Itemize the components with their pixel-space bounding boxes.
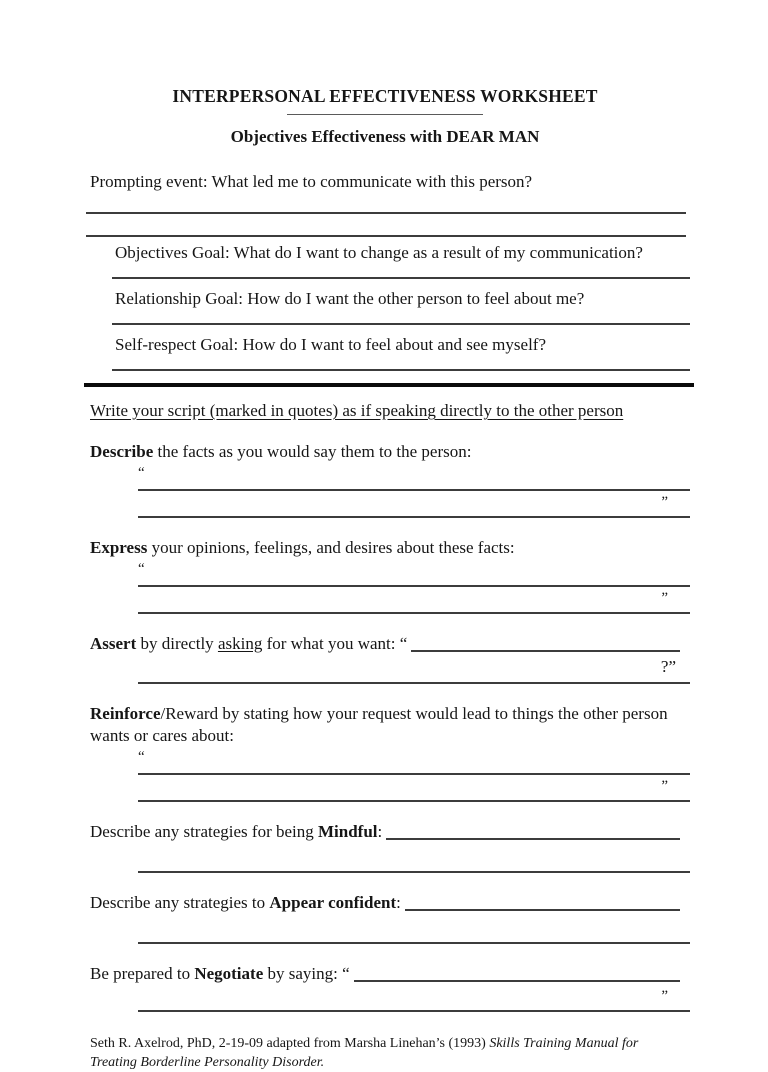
describe-write-line-2 [138, 516, 690, 518]
prompting-write-line-2 [86, 235, 686, 237]
objectives-goal-label: Objectives Goal: What do I want to change as a result of my communication? [115, 243, 643, 262]
describe-label: Describe the facts as you would say them to the person: [90, 442, 472, 461]
mindful-label: Describe any strategies for being Mindful: [90, 821, 680, 843]
book-title-italic: Skills Training Manual for Treating Borderline Personality Disorder. [90, 1036, 639, 1070]
attribution-footer: Seth R. Axelrod, PhD, 2-19-09 adapted from Marsha Linehan’s (1993) Skills Training Manual for Treating Borderline Personality Disorder. [90, 1036, 639, 1070]
page-subtitle: Objectives Effectiveness with DEAR MAN [230, 127, 540, 146]
reinforce-open-quote: “ [138, 749, 145, 765]
appear-confident-write-line-1 [405, 892, 680, 911]
mindful-write-line-2 [138, 871, 690, 873]
describe-open-quote: “ [138, 465, 145, 481]
assert-open-quote: “ [399, 634, 408, 653]
title-divider [287, 114, 483, 115]
express-write-line-2 [138, 612, 690, 614]
relationship-goal-label: Relationship Goal: How do I want the other person to feel about me? [115, 289, 585, 308]
mindful-write-line-1 [386, 821, 680, 840]
describe-close-quote: ” [661, 494, 668, 510]
self-respect-goal-label: Self-respect Goal: How do I want to feel about and see myself? [115, 335, 546, 354]
reinforce-write-line-2 [138, 800, 690, 802]
express-open-quote: “ [138, 561, 145, 577]
reinforce-keyword: Reinforce [90, 704, 161, 723]
describe-write-line-1 [138, 489, 690, 491]
negotiate-close-quote: ” [661, 988, 668, 1004]
prompting-event-label: Prompting event: What led me to communicate with this person? [90, 172, 533, 191]
assert-end-mark: ?” [660, 657, 676, 676]
reinforce-close-quote: ” [661, 778, 668, 794]
section-divider-rule [84, 383, 694, 387]
appear-confident-label: Describe any strategies to Appear confident: [90, 892, 680, 914]
express-write-line-1 [138, 585, 690, 587]
objectives-goal-write-line [112, 277, 690, 279]
relationship-goal-write-line [112, 323, 690, 325]
assert-asking-underlined: asking [217, 634, 263, 653]
appear-confident-write-line-2 [138, 942, 690, 944]
prompting-write-line-1 [86, 212, 686, 214]
page-title: INTERPERSONAL EFFECTIVENESS WORKSHEET [172, 86, 598, 106]
reinforce-write-line-1 [138, 773, 690, 775]
reinforce-label: Reinforce/Reward by stating how your request would lead to things the other person wants or cares about: [90, 704, 668, 745]
mindful-keyword: Mindful [318, 822, 378, 841]
assert-label: Assert by directly asking for what you want: “ [90, 633, 680, 655]
assert-write-line-1 [411, 633, 680, 652]
appear-confident-keyword: Appear confident [269, 893, 397, 912]
script-instructions: Write your script (marked in quotes) as if speaking directly to the other person [90, 401, 624, 420]
express-close-quote: ” [661, 590, 668, 606]
negotiate-keyword: Negotiate [194, 964, 264, 983]
assert-write-line-2 [138, 682, 690, 684]
negotiate-write-line-2 [138, 1010, 690, 1012]
negotiate-open-quote: “ [342, 964, 350, 983]
self-respect-goal-write-line [112, 369, 690, 371]
negotiate-write-line-1 [354, 963, 680, 982]
assert-keyword: Assert [90, 634, 137, 653]
express-label: Express your opinions, feelings, and desires about these facts: [90, 538, 515, 557]
describe-keyword: Describe [90, 442, 154, 461]
express-keyword: Express [90, 538, 148, 557]
negotiate-label: Be prepared to Negotiate by saying: “ [90, 963, 680, 985]
